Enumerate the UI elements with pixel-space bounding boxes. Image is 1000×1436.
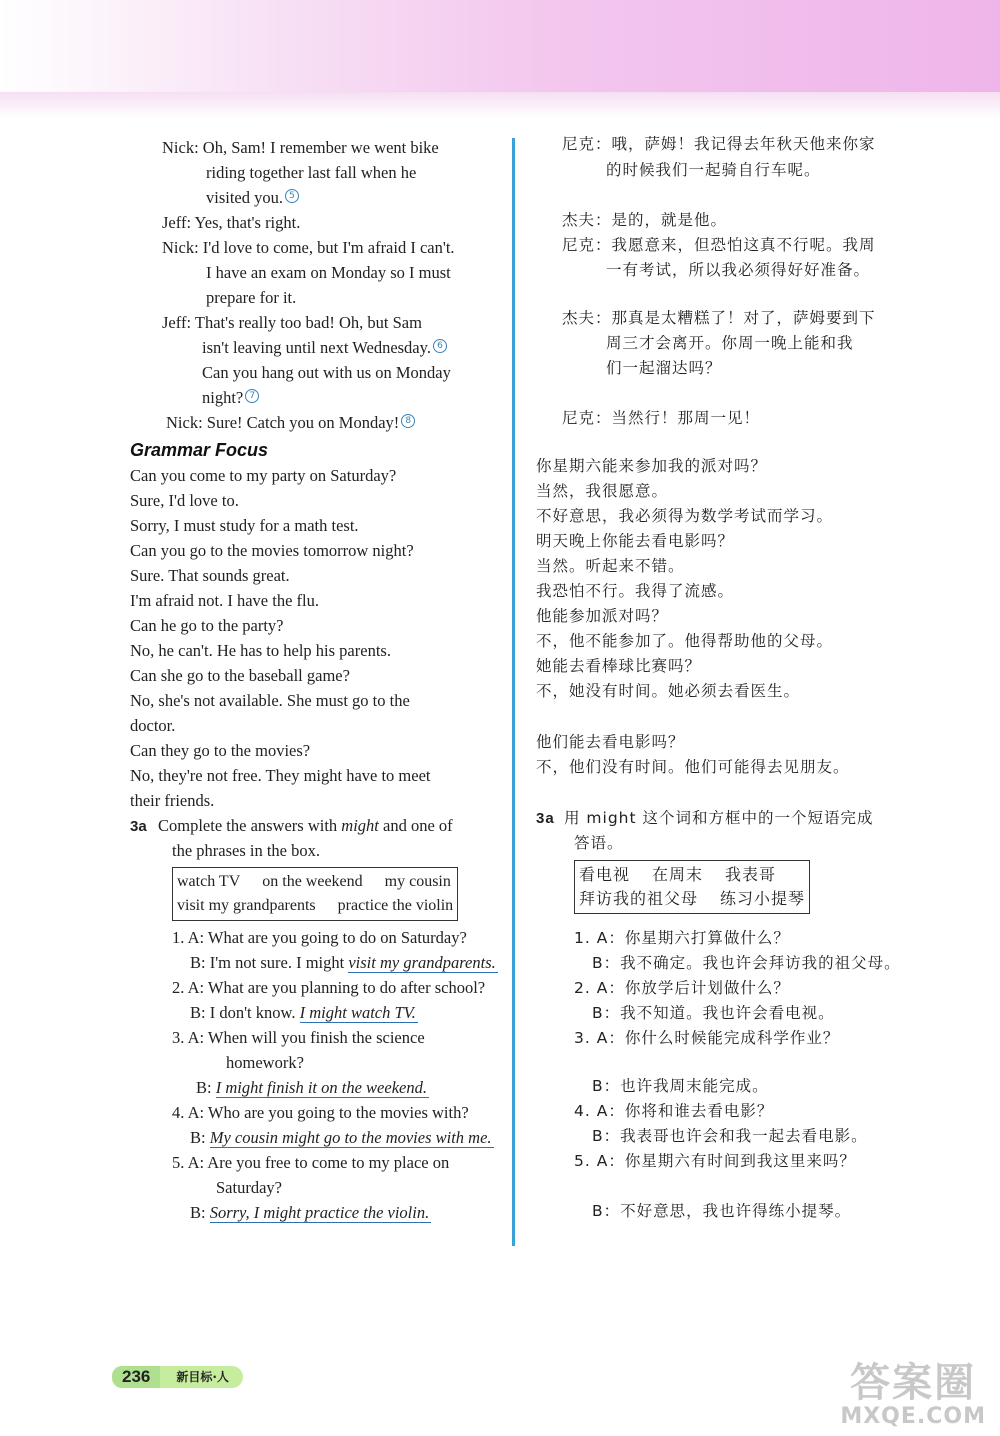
grammar-line: Sure, I'd love to. xyxy=(130,491,239,510)
dialogue-line: Jeff: Yes, that's right. xyxy=(162,213,301,232)
exercise-translation: B：我不确定。我也许会拜访我的祖父母。 xyxy=(592,954,901,972)
header-band-fade xyxy=(0,92,1000,118)
translation-line: 尼克：我愿意来，但恐怕这真不行呢。我周 xyxy=(562,236,876,254)
phrase: practice the violin xyxy=(337,897,454,914)
grammar-line: Can they go to the movies? xyxy=(130,741,311,760)
grammar-line: Can he go to the party? xyxy=(130,616,284,635)
exercise-translation: B：我表哥也许会和我一起去看电影。 xyxy=(592,1127,868,1145)
exercise-translation: B：也许我周末能完成。 xyxy=(592,1077,769,1095)
note-marker: 6 xyxy=(433,339,447,353)
translation-line: 杰夫：那真是太糟糕了！对了，萨姆要到下 xyxy=(562,309,876,327)
exercise-translation: 5. A：你星期六有时间到我这里来吗？ xyxy=(574,1152,856,1170)
phrase: visit my grandparents xyxy=(177,897,316,914)
exercise-question: homework? xyxy=(226,1053,304,1072)
dialogue-line: Jeff: That's really too bad! Oh, but Sam xyxy=(162,313,422,332)
dialogue-line: prepare for it. xyxy=(206,288,297,307)
phrase: 我表哥 xyxy=(725,865,777,884)
exercise-answer: B: Sorry, I might practice the violin. xyxy=(190,1203,430,1222)
exercise-instruction: the phrases in the box. xyxy=(172,841,321,860)
translation-line: 一有考试，所以我必须得好好准备。 xyxy=(606,261,871,279)
exercise-translation: 1. A：你星期六打算做什么？ xyxy=(574,929,790,947)
grammar-line: Can you go to the movies tomorrow night? xyxy=(130,541,414,560)
watermark-url: MXQE.COM xyxy=(840,1404,986,1429)
exercise-translation: B：我不知道。我也许会看电视。 xyxy=(592,1004,835,1022)
grammar-line: Sorry, I must study for a math test. xyxy=(130,516,359,535)
phrase-box-row xyxy=(579,863,805,887)
phrase: 在周末 xyxy=(652,865,704,884)
grammar-translation: 不好意思，我必须得为数学考试而学习。 xyxy=(536,507,834,525)
exercise-translation: 2. A：你放学后计划做什么？ xyxy=(574,979,790,997)
translation-line: 的时候我们一起骑自行车呢。 xyxy=(606,161,821,179)
phrase: on the weekend xyxy=(262,873,363,890)
translation-line: 尼克：当然行！那周一见！ xyxy=(562,409,761,427)
grammar-translation: 你星期六能来参加我的派对吗？ xyxy=(536,457,768,475)
column-divider xyxy=(512,138,515,1246)
grammar-translation: 不，她没有时间。她必须去看医生。 xyxy=(536,682,801,700)
exercise-answer: B: I'm not sure. I might visit my grandparents. xyxy=(190,953,496,972)
translation-line: 杰夫：是的，就是他。 xyxy=(562,211,728,229)
grammar-translation: 当然，我很愿意。 xyxy=(536,482,669,500)
site-watermark xyxy=(840,1362,986,1429)
phrase: 看电视 xyxy=(579,865,631,884)
grammar-translation: 他们能去看电影吗？ xyxy=(536,733,685,751)
exercise-translation: 4. A：你将和谁去看电影？ xyxy=(574,1102,774,1120)
grammar-line: Sure. That sounds great. xyxy=(130,566,290,585)
grammar-line: Can she go to the baseball game? xyxy=(130,666,350,685)
phrase-box xyxy=(172,867,458,921)
dialogue-line: visited you. 5 xyxy=(206,188,299,208)
grammar-line: doctor. xyxy=(130,716,176,735)
exercise-translation: 3. A：你什么时候能完成科学作业？ xyxy=(574,1029,840,1047)
dialogue-line: Nick: Oh, Sam! I remember we went bike xyxy=(162,138,439,157)
dialogue-line: Nick: Sure! Catch you on Monday! 8 xyxy=(166,413,415,433)
grammar-translation: 我恐怕不行。我得了流感。 xyxy=(536,582,735,600)
exercise-tag: 3a xyxy=(130,818,147,835)
phrase-box-row xyxy=(177,870,453,894)
exercise-tag: 3a xyxy=(536,810,555,827)
exercise-instruction-zh: 3a 用 might 这个词和方框中的一个短语完成 xyxy=(536,809,874,827)
page-number: 236 xyxy=(112,1366,160,1388)
dialogue-line: night? 7 xyxy=(202,388,259,408)
grammar-translation: 不，他们没有时间。他们可能得去见朋友。 xyxy=(536,758,850,776)
page-footer xyxy=(112,1366,243,1388)
exercise-instruction-zh: 答语。 xyxy=(574,834,624,852)
exercise-instruction: 3a Complete the answers with might and one of xyxy=(130,816,453,835)
translation-line: 尼克：哦，萨姆！我记得去年秋天他来你家 xyxy=(562,135,876,153)
grammar-line: No, they're not free. They might have to meet xyxy=(130,766,431,785)
dialogue-line: Nick: I'd love to come, but I'm afraid I can't. xyxy=(162,238,455,257)
grammar-line: Can you come to my party on Saturday? xyxy=(130,466,397,485)
exercise-answer: B: I don't know. I might watch TV. xyxy=(190,1003,416,1022)
exercise-question: 1. A: What are you going to do on Saturday? xyxy=(172,928,467,947)
grammar-translation: 他能参加派对吗？ xyxy=(536,607,669,625)
phrase-box-row xyxy=(579,887,805,911)
dialogue-line: riding together last fall when he xyxy=(206,163,417,182)
phrase: 拜访我的祖父母 xyxy=(579,889,699,908)
phrase-box-zh xyxy=(574,860,810,914)
grammar-translation: 明天晚上你能去看电影吗？ xyxy=(536,532,735,550)
grammar-line: No, she's not available. She must go to the xyxy=(130,691,410,710)
note-marker: 5 xyxy=(285,189,299,203)
note-marker: 8 xyxy=(401,414,415,428)
exercise-answer: B: I might finish it on the weekend. xyxy=(196,1078,427,1097)
note-marker: 7 xyxy=(245,389,259,403)
grammar-line: No, he can't. He has to help his parents. xyxy=(130,641,391,660)
translation-line: 周三才会离开。你周一晚上能和我 xyxy=(606,334,854,352)
exercise-question: 4. A: Who are you going to the movies with? xyxy=(172,1103,469,1122)
translation-line: 们一起溜达吗？ xyxy=(606,359,722,377)
grammar-line: their friends. xyxy=(130,791,215,810)
grammar-line: I'm afraid not. I have the flu. xyxy=(130,591,319,610)
header-band xyxy=(0,0,1000,92)
series-label: 新目标·人 xyxy=(160,1366,243,1388)
exercise-question: 5. A: Are you free to come to my place on xyxy=(172,1153,450,1172)
exercise-question: Saturday? xyxy=(216,1178,282,1197)
grammar-translation: 当然。听起来不错。 xyxy=(536,557,685,575)
exercise-translation: B：不好意思，我也许得练小提琴。 xyxy=(592,1202,852,1220)
exercise-question: 2. A: What are you planning to do after school? xyxy=(172,978,486,997)
grammar-focus-heading: Grammar Focus xyxy=(130,440,269,460)
phrase: watch TV xyxy=(177,873,241,890)
grammar-translation: 不，他不能参加了。他得帮助他的父母。 xyxy=(536,632,834,650)
exercise-question: 3. A: When will you finish the science xyxy=(172,1028,425,1047)
exercise-answer: B: My cousin might go to the movies with me. xyxy=(190,1128,492,1147)
watermark-logo: 答案圈 xyxy=(850,1360,977,1406)
dialogue-line: isn't leaving until next Wednesday. 6 xyxy=(202,338,447,358)
phrase-box-row xyxy=(177,894,453,918)
phrase: my cousin xyxy=(384,873,451,890)
grammar-translation: 她能去看棒球比赛吗？ xyxy=(536,657,702,675)
dialogue-line: I have an exam on Monday so I must xyxy=(206,263,451,282)
dialogue-line: Can you hang out with us on Monday xyxy=(202,363,451,382)
phrase: 练习小提琴 xyxy=(720,889,806,908)
